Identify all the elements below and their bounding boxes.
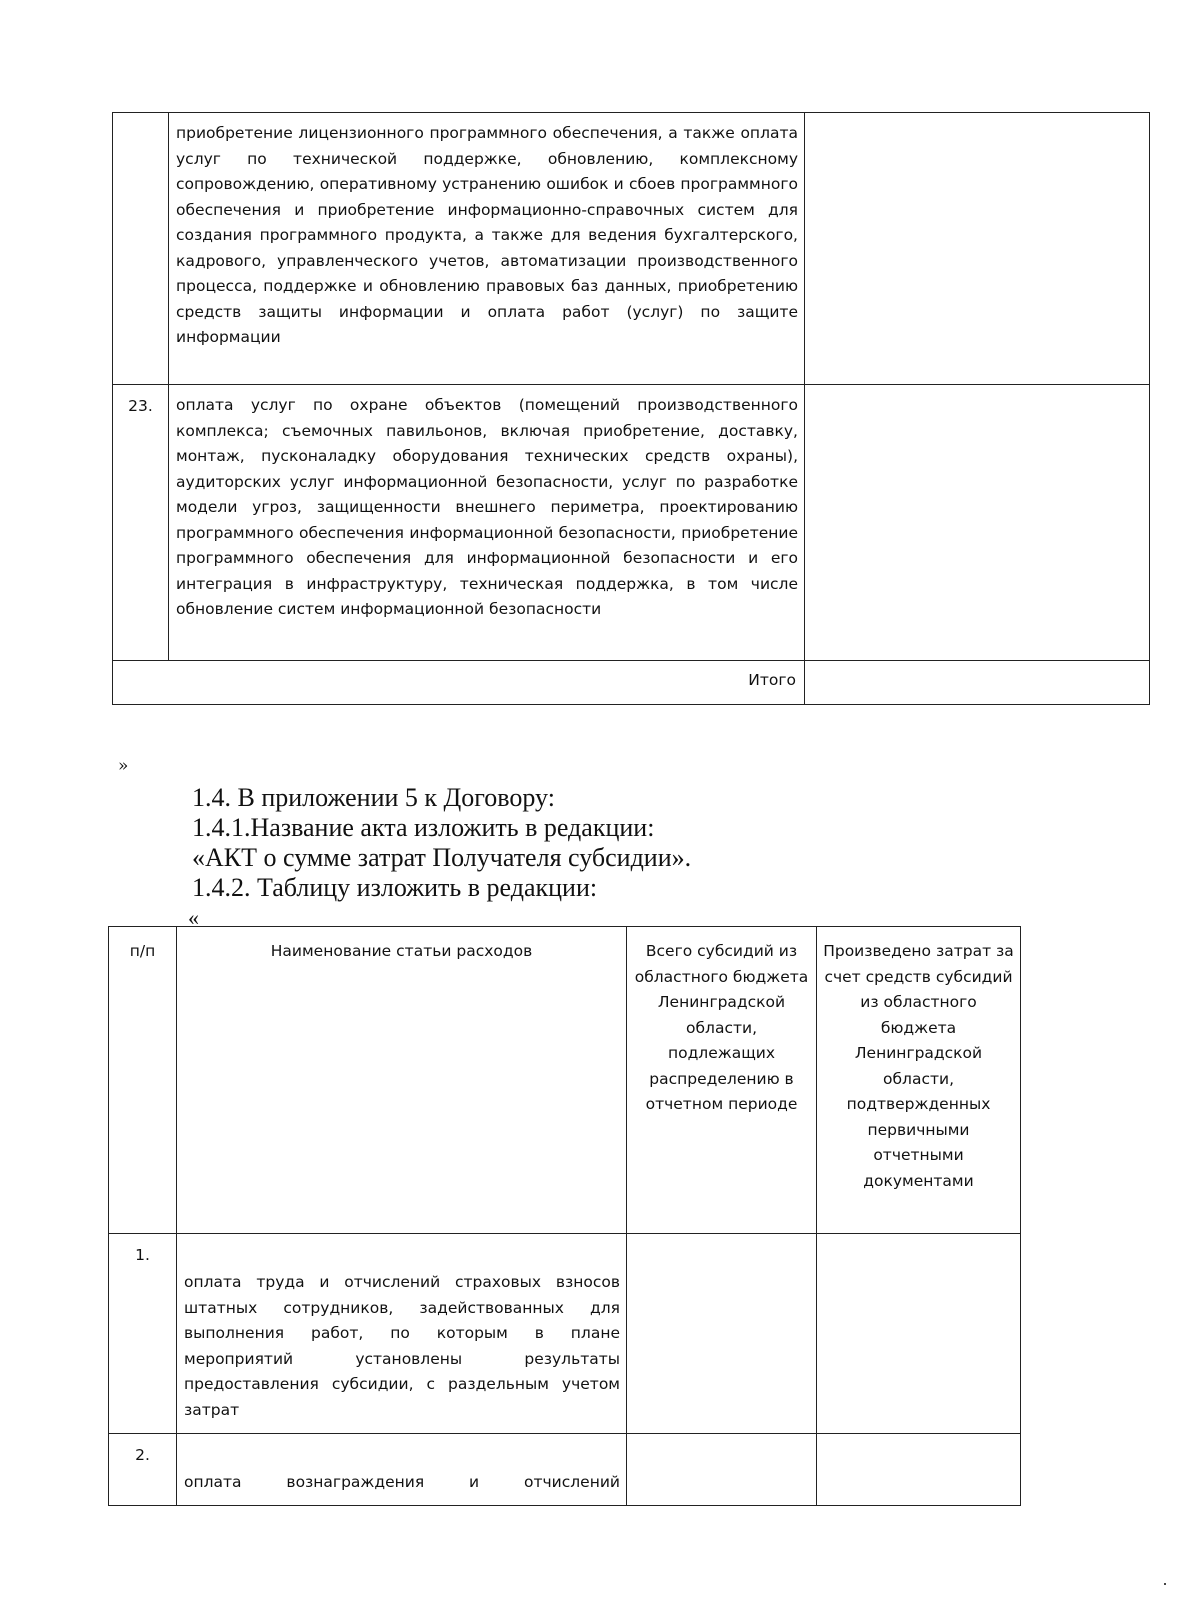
table-row [109, 1434, 1021, 1506]
header-total-subsidies: Всего субсидий из областного бюджета Ленинградской области, подлежащих распределению в отчетном периоде [627, 927, 817, 1234]
row-description: оплата труда и отчислений страховых взносов штатных сотрудников, задействованных для выполнения работ, по которым в плане мероприятий установлены результаты предоставления субсидии, с раздельным учетом затрат [184, 1273, 620, 1419]
row-amount [805, 385, 1150, 661]
header-costs-incurred: Произведено затрат за счет средств субсидий из областного бюджета Ленинградской области, подтвержденных первичными отчетными документами [817, 927, 1021, 1234]
act-title-text: «АКТ о сумме затрат Получателя субсидии». [192, 843, 692, 872]
expense-items-table [112, 112, 1150, 705]
row-incurred [817, 1434, 1021, 1506]
table-row [109, 1234, 1021, 1434]
row-total [627, 1434, 817, 1506]
section-item-table: 1.4.2. Таблицу изложить в редакции: [192, 873, 598, 902]
row-description-cell [169, 385, 805, 661]
table-header-row [109, 927, 1021, 1234]
section-heading: 1.4. В приложении 5 к Договору: [192, 783, 555, 812]
section-item-act-title: 1.4.1.Название акта изложить в редакции: [192, 813, 655, 842]
row-description: приобретение лицензионного программного обеспечения, а также оплата услуг по технической поддержке, обновлению, комплексному сопровождению, оперативному устранению ошибок и сбоев программного обеспечения и приобретение информационно-справочных систем для создания программного продукта, а также для ведения бухгалтерского, кадрового, управленческого учетов, автоматизации производственного процесса, поддержке и обновлению правовых баз данных, приобретению средств защиты информации и оплата работ (услуг) по защите информации [176, 124, 798, 346]
table-row [113, 113, 1150, 385]
row-description: оплата услуг по охране объектов (помещений производственного комплекса; съемочных павильонов, включая приобретение, доставку, монтаж, пусконаладку оборудования технических средств охраны), аудиторских услуг информационной безопасности, услуг по разработке модели угроз, защищенности внешнего периметра, проектированию программного обеспечения информационной безопасности, приобретение программного обеспечения для информационной безопасности и его интеграция в инфраструктуру, техническая поддержка, в том числе обновление систем информационной безопасности [176, 396, 798, 618]
closing-quote: » [118, 756, 129, 776]
row-description: оплата вознаграждения и отчислений [184, 1473, 620, 1491]
header-number: п/п [109, 927, 177, 1234]
total-label: Итого [113, 661, 805, 705]
row-amount [805, 113, 1150, 385]
row-incurred [817, 1234, 1021, 1434]
scan-speck [1164, 1583, 1166, 1585]
opening-quote: « [188, 905, 199, 930]
row-total [627, 1234, 817, 1434]
total-row [113, 661, 1150, 705]
row-number: 23. [113, 385, 169, 661]
table-row [113, 385, 1150, 661]
row-description-cell [177, 1434, 627, 1506]
cost-act-table [108, 926, 1021, 1506]
row-description-cell [177, 1234, 627, 1434]
row-number: 2. [109, 1434, 177, 1506]
row-description-cell [169, 113, 805, 385]
row-number [113, 113, 169, 385]
row-number: 1. [109, 1234, 177, 1434]
header-expense-name: Наименование статьи расходов [177, 927, 627, 1234]
total-value [805, 661, 1150, 705]
